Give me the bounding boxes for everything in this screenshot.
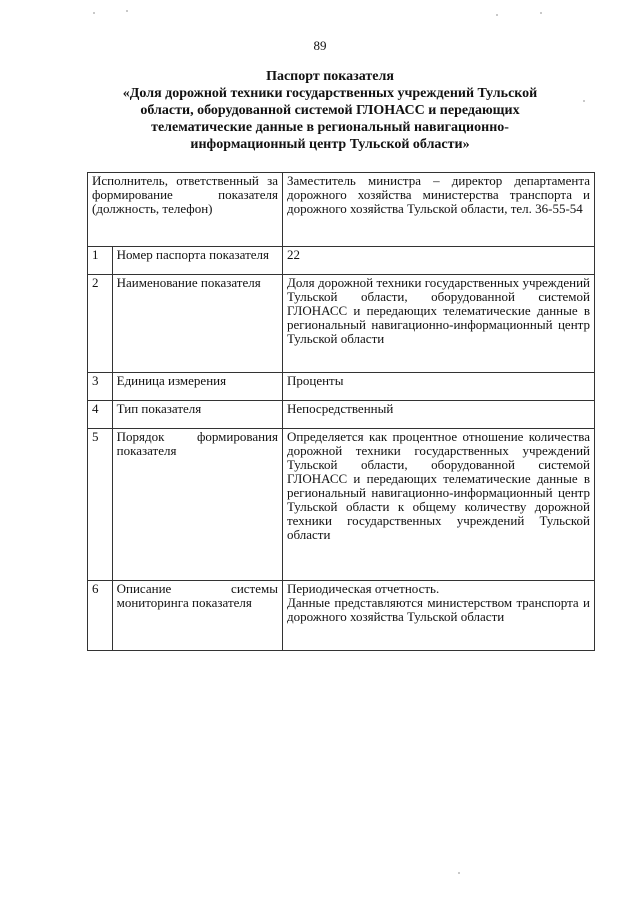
row-name: Порядок формирования показателя [112, 429, 282, 581]
table-row [88, 247, 595, 275]
row-name: Номер паспорта показателя [112, 247, 282, 275]
page-number: 89 [313, 38, 327, 53]
row-value: Определяется как процентное отношение количества дорожной техники государственных учреждений Тульской области, оборудованной системой ГЛОНАСС и передающих телематические данные в региональный навигационно-информационный центр Тульской области к общему количеству дорожной техники государственных учреждений Тульской области [282, 429, 594, 581]
executor-row [88, 173, 595, 247]
table-row [88, 275, 595, 373]
executor-value: Заместитель министра – директор департамента дорожного хозяйства министерства транспорта и дорожного хозяйства Тульской области, тел. 36-55-54 [282, 173, 594, 247]
row-number: 1 [88, 247, 113, 275]
row-value: 22 [282, 247, 594, 275]
title-line: Паспорт показателя [266, 69, 394, 84]
row-value: Проценты [282, 373, 594, 401]
row-name: Описание системы мониторинга показателя [112, 581, 282, 651]
row-name: Единица измерения [112, 373, 282, 401]
scan-speck [496, 14, 498, 16]
title-line: информационный центр Тульской области» [190, 137, 470, 152]
row-value-line: Периодическая отчетность. [286, 581, 440, 596]
scan-speck [458, 872, 460, 874]
executor-label: Исполнитель, ответственный за формирование показателя (должность, телефон) [88, 173, 283, 247]
passport-table [87, 172, 595, 651]
scan-speck [583, 100, 585, 102]
row-number: 4 [88, 401, 113, 429]
table-row [88, 401, 595, 429]
title-line: телематические данные в региональный навигационно- [151, 120, 509, 135]
document-title [100, 68, 560, 153]
row-name: Тип показателя [112, 401, 282, 429]
row-number: 3 [88, 373, 113, 401]
row-value [282, 581, 594, 651]
scan-speck [540, 12, 542, 14]
scan-speck [126, 10, 128, 12]
table-row [88, 429, 595, 581]
scan-speck [93, 12, 95, 14]
row-number: 2 [88, 275, 113, 373]
title-line: области, оборудованной системой ГЛОНАСС и передающих [140, 103, 520, 118]
title-line: «Доля дорожной техники государственных учреждений Тульской [122, 86, 538, 101]
table-row [88, 581, 595, 651]
row-value: Доля дорожной техники государственных учреждений Тульской области, оборудованной системой ГЛОНАСС и передающих телематические данные в региональный навигационно-информационный центр Тульской области [282, 275, 594, 373]
row-number: 5 [88, 429, 113, 581]
table-row [88, 373, 595, 401]
row-number: 6 [88, 581, 113, 651]
row-value-line: Данные представляются министерством транспорта и дорожного хозяйства Тульской области [286, 595, 590, 624]
row-name: Наименование показателя [112, 275, 282, 373]
row-value: Непосредственный [282, 401, 594, 429]
